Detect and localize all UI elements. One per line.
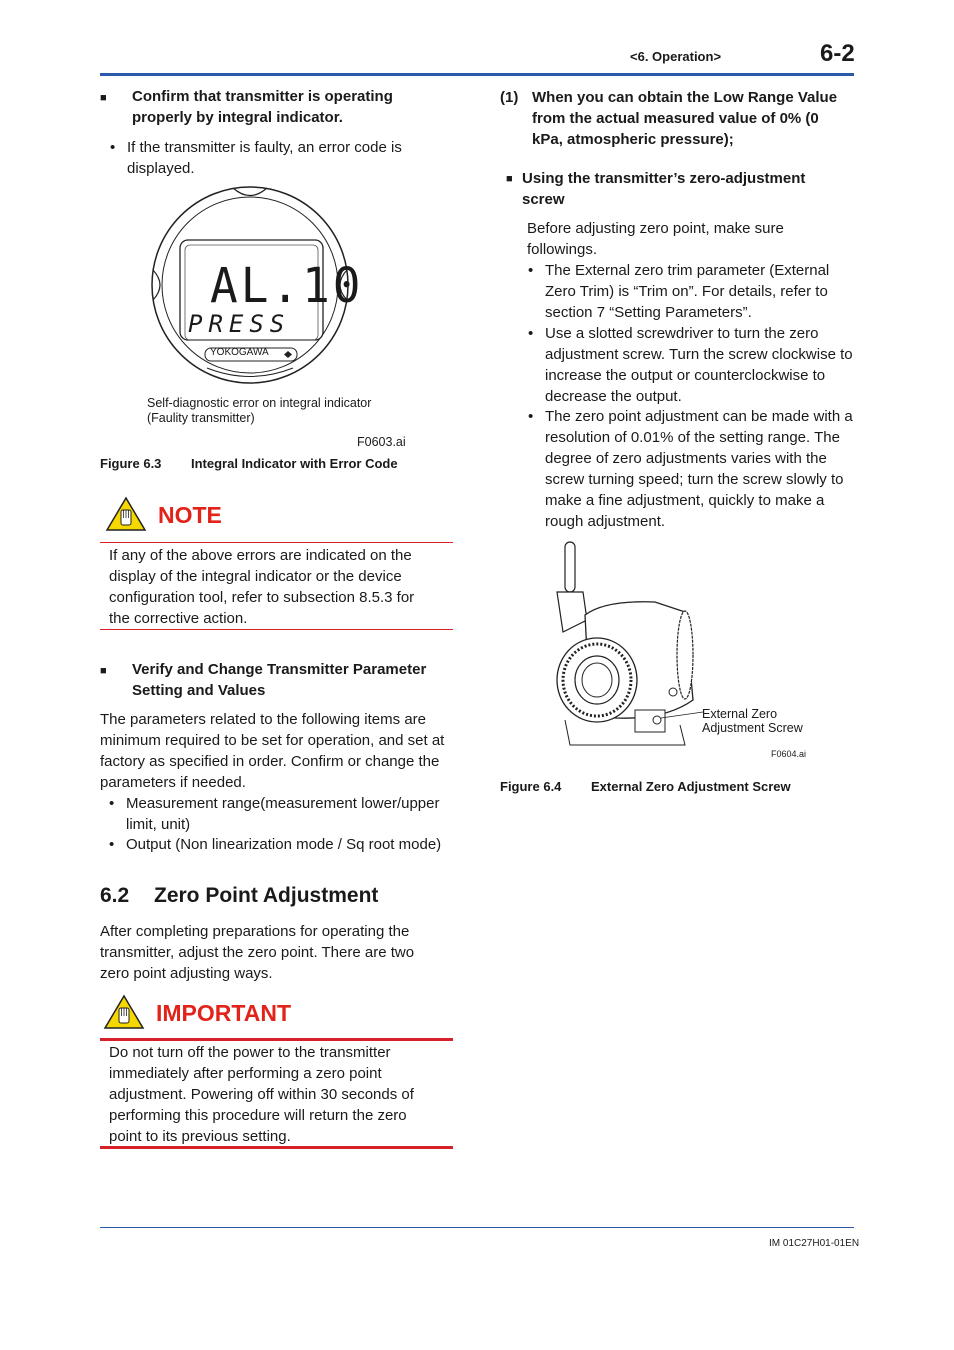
- fig4-label1: External Zero: [702, 707, 778, 721]
- screw-intro: Before adjusting zero point, make sure followings.: [527, 220, 784, 258]
- step-heading: When you can obtain the Low Range Value from the actual measured value of 0% (0 kPa, atmospheric pressure);: [532, 89, 838, 148]
- bullet-resolution: The zero point adjustment can be made with a resolution of 0.01% of the setting range. The degree of zero adjustments varies with the screw turning speed; turn the screw slowly to make a fine adjustment, quickly to make a rough adjustment.: [545, 408, 853, 530]
- important-title: IMPORTANT: [156, 1000, 292, 1026]
- fig4-title: External Zero Adjustment Screw: [591, 779, 791, 794]
- faulty-bullet: If the transmitter is faulty, an error code is displayed.: [127, 139, 402, 177]
- note-text: If any of the above errors are indicated on the display of the integral indicator or the device configuration tool, refer to subsection 8.5.3 for the corrective action.: [109, 547, 415, 627]
- section-number: 6.2: [100, 884, 130, 907]
- important-bottom-rule: [100, 1146, 453, 1149]
- transmitter-figure: [545, 540, 715, 750]
- bullet-dot-icon: •: [528, 262, 534, 279]
- bullet-dot-icon: •: [110, 139, 116, 156]
- page-number: 6-2: [820, 40, 855, 67]
- fig4-file: F0604.ai: [771, 749, 807, 759]
- bullet-square-icon: ■: [506, 173, 513, 185]
- bullet-square-icon: ■: [100, 92, 107, 104]
- important-top-rule: [100, 1038, 453, 1041]
- bullet-dot-icon: •: [109, 836, 115, 853]
- section-title: Zero Point Adjustment: [154, 884, 379, 907]
- bullet-square-icon: ■: [100, 665, 107, 677]
- note-top-rule: [100, 542, 453, 543]
- fig3-file: F0603.ai: [357, 435, 406, 449]
- fig3-caption2: (Faulity transmitter): [147, 411, 255, 425]
- bullet-dot-icon: •: [109, 795, 115, 812]
- zero-intro: After completing preparations for operating the transmitter, adjust the zero point. There are two zero point adjusting ways.: [100, 923, 415, 982]
- fig3-caption1: Self-diagnostic error on integral indicator: [147, 396, 372, 410]
- note-title: NOTE: [158, 502, 222, 528]
- bullet-dot-icon: •: [528, 325, 534, 342]
- bullet-trim: The External zero trim parameter (External Zero Trim) is “Trim on”. For details, refer to section 7 “Setting Parameters”.: [545, 262, 830, 321]
- note-bottom-rule: [100, 629, 453, 630]
- footer-rule: [100, 1227, 854, 1228]
- bullet-screwdriver: Use a slotted screwdriver to turn the zero adjustment screw. Turn the screw clockwise to increase the output or counterclockwise to decrease the output.: [545, 325, 853, 405]
- heading-confirm: Confirm that transmitter is operating properly by integral indicator.: [132, 88, 393, 126]
- fig4-number: Figure 6.4: [500, 779, 562, 794]
- bullet-dot-icon: •: [528, 408, 534, 425]
- params-paragraph: The parameters related to the following items are minimum required to be set for operation, and set at factory as specified in order. Confirm or change the parameters if needed.: [100, 711, 445, 791]
- heading-verify: Verify and Change Transmitter Parameter Setting and Values: [132, 661, 427, 699]
- warning-hand-icon: [105, 496, 147, 537]
- fig3-number: Figure 6.3: [100, 456, 162, 471]
- header-section: <6. Operation>: [630, 49, 722, 64]
- fig3-title: Integral Indicator with Error Code: [191, 456, 398, 471]
- bullet-range: Measurement range(measurement lower/upper limit, unit): [126, 795, 440, 833]
- fig4-label2: Adjustment Screw: [702, 721, 803, 735]
- screw-heading: Using the transmitter’s zero-adjustment screw: [522, 170, 806, 208]
- bullet-output: Output (Non linearization mode / Sq root mode): [126, 836, 442, 853]
- indicator-brand: YOKOGAWA: [210, 347, 269, 358]
- doc-number: IM 01C27H01-01EN: [769, 1238, 860, 1249]
- indicator-code: AL.10: [210, 256, 364, 314]
- warning-hand-icon: [103, 994, 145, 1035]
- important-text: Do not turn off the power to the transmitter immediately after performing a zero point adjustment. Powering off within 30 seconds of performing this procedure will return the zero point to its previous setting.: [109, 1044, 414, 1145]
- indicator-sub: PRESS: [188, 310, 291, 338]
- header-rule: [100, 73, 854, 76]
- step-number: (1): [500, 89, 519, 106]
